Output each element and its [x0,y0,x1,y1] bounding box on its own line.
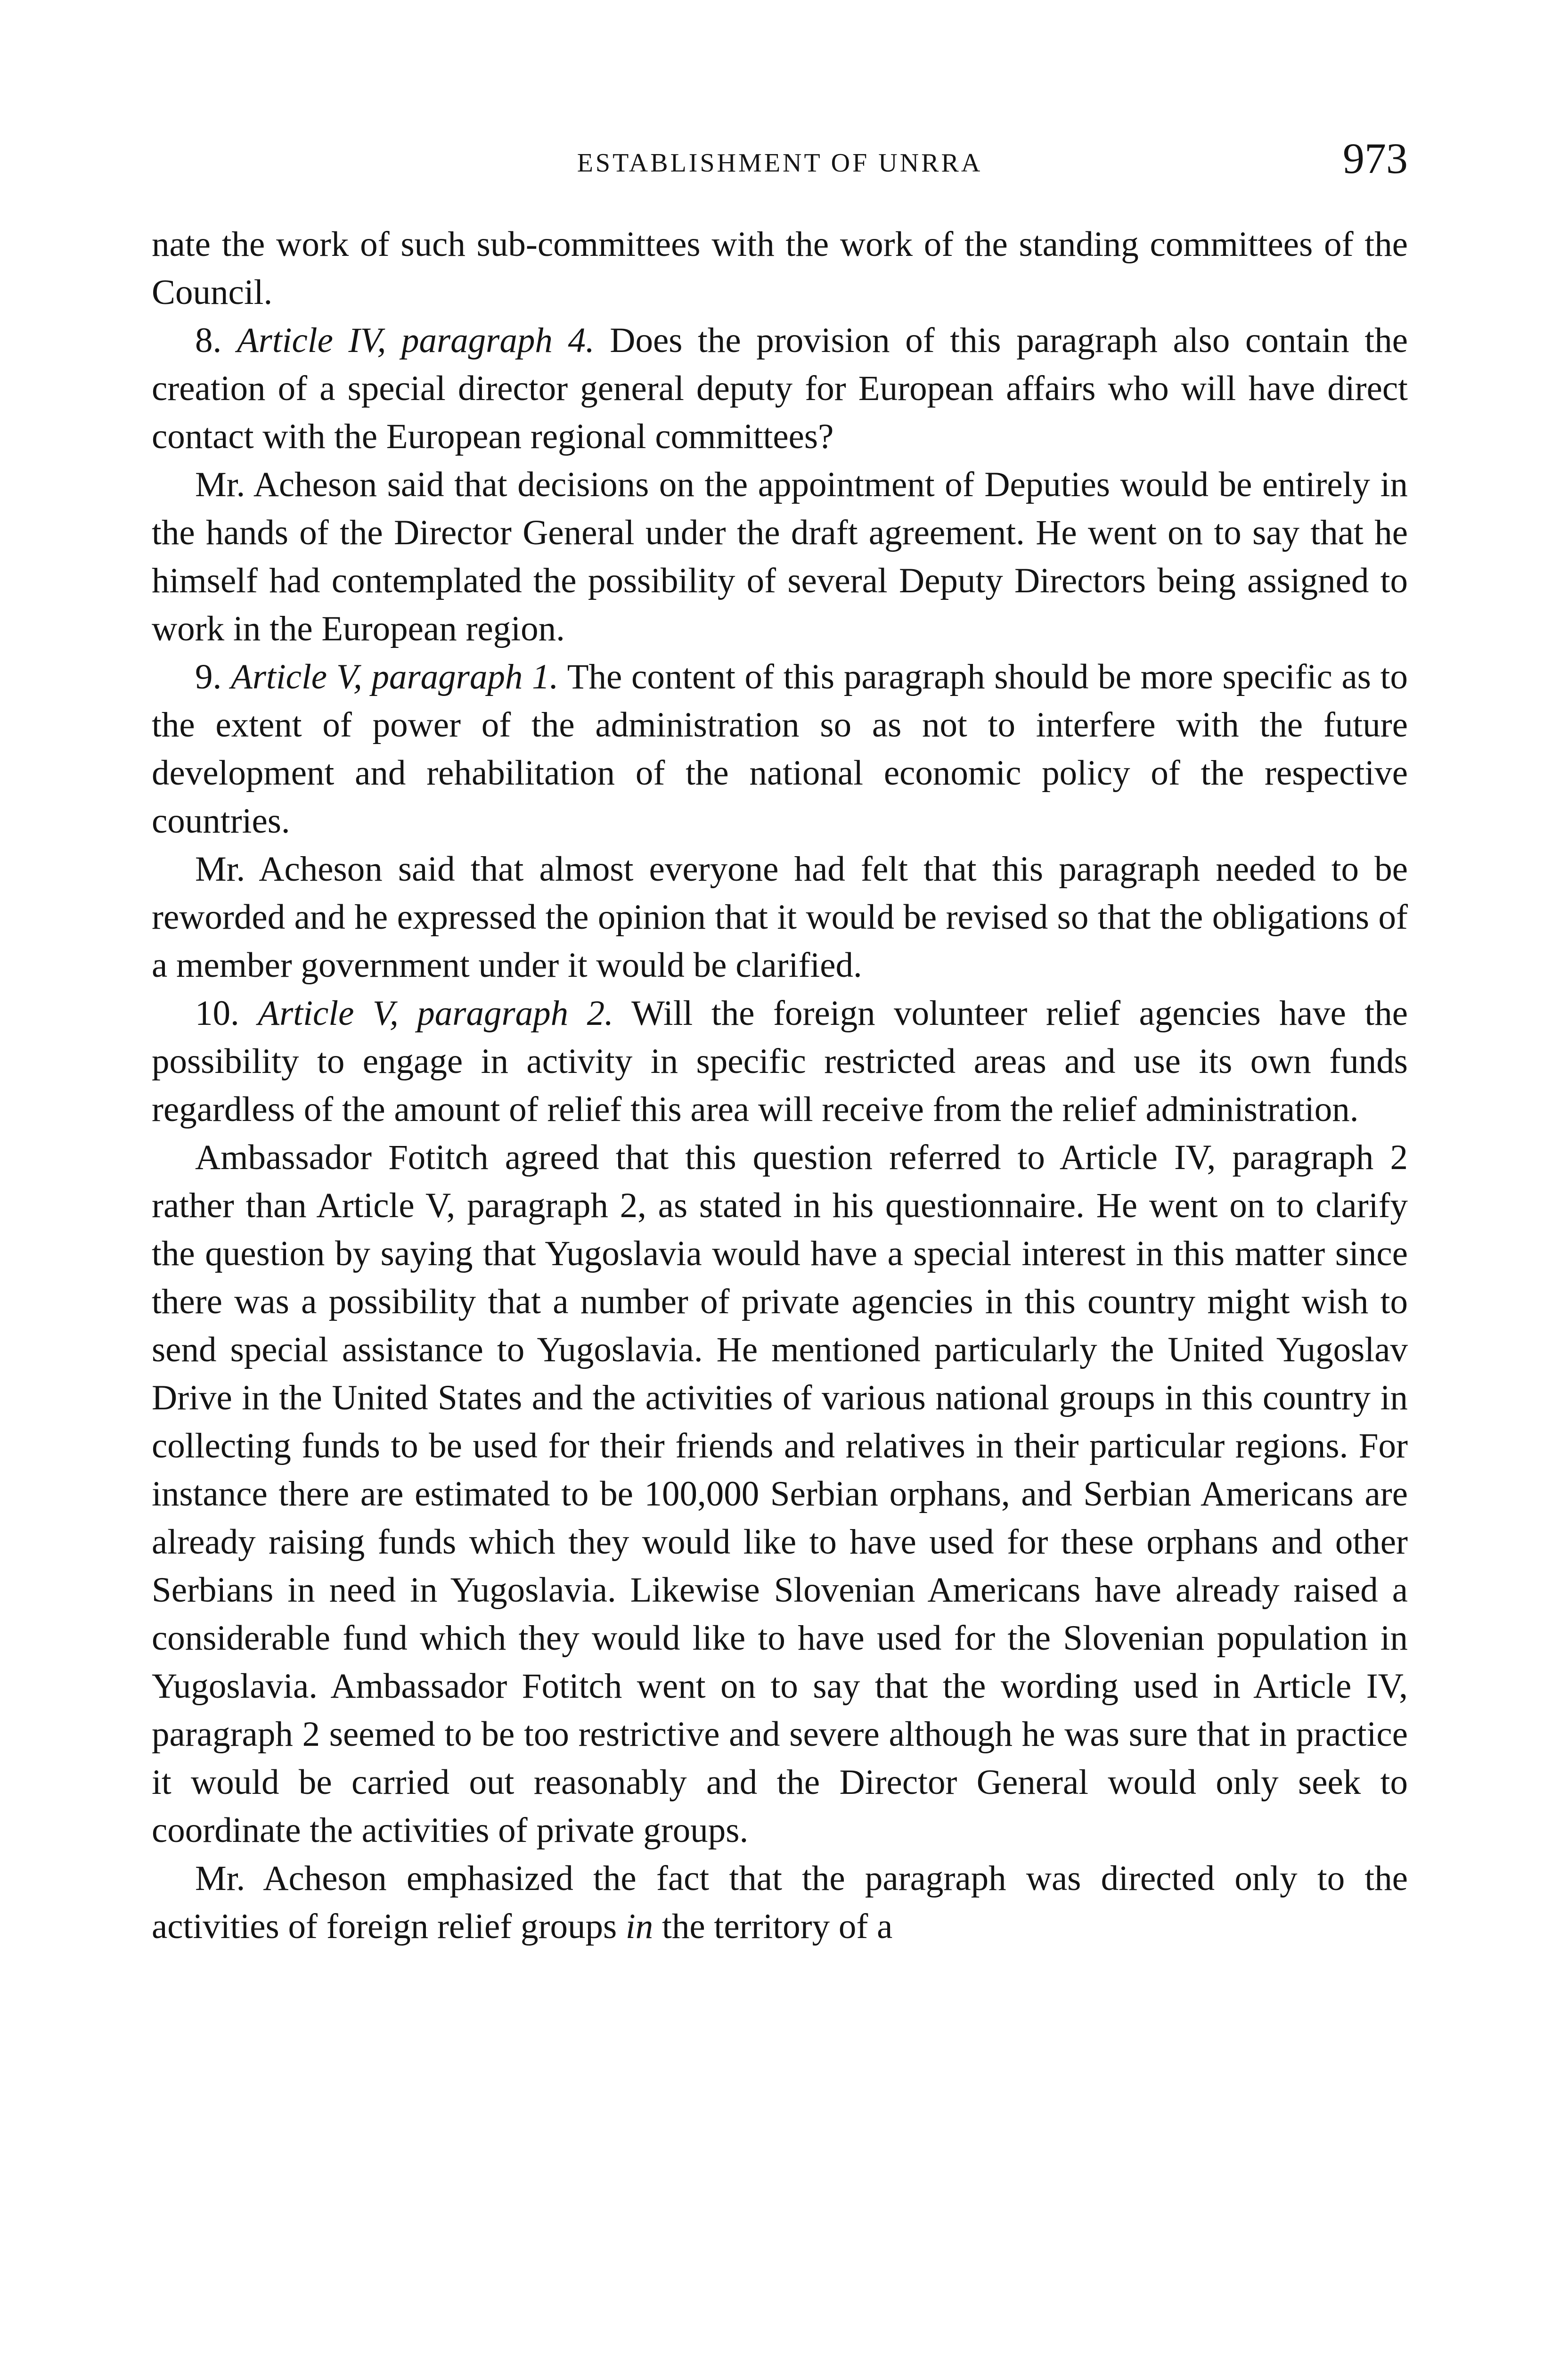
response-acheson-emphasis [152,1855,1408,1951]
paragraph-text: Mr. Acheson said that decisions on the appointment of Deputies would be entirely in the hands of the Director General under the draft agreement. He went on to say that he himself had contemplated the possibility of several Deputy Directors being assigned to work in the European region. [152,465,1408,648]
article-reference: Article V, paragraph 2. [258,994,613,1033]
question-9 [152,653,1408,845]
question-8 [152,317,1408,461]
question-number: 8. [195,321,237,360]
running-head [152,134,1408,188]
question-text: Does the provision of this paragraph also contain the creation of a special director general deputy for European affairs who will have direct contact with the European regional committees? [152,321,1408,456]
paragraph-continuation [152,221,1408,317]
response-acheson-deputies [152,461,1408,653]
article-reference: Article IV, paragraph 4. [237,321,595,360]
page-number: 973 [1343,134,1408,182]
question-text: The content of this paragraph should be more specific as to the extent of power of the administration so as not to interfere with the future development and rehabilitation of the national economic policy of the respective countries. [152,657,1408,841]
question-number: 10. [195,994,258,1033]
response-acheson-reworded [152,845,1408,990]
paragraph-text: nate the work of such sub-committees with the work of the standing committees of the Council. [152,225,1408,312]
question-10 [152,990,1408,1134]
response-fotitch [152,1134,1408,1855]
emphasized-word: in [625,1907,653,1946]
paragraph-text: Mr. Acheson emphasized the fact that the paragraph was directed only to the activities of foreign relief groups [152,1859,1408,1946]
paragraph-text: Ambassador Fotitch agreed that this question referred to Article IV, paragraph 2 rather than Article V, paragraph 2, as stated in his questionnaire. He went on to clarify the question by saying that Yugoslavia would have a special interest in this matter since there was a possibility that a number of private agencies in this country might wish to send special assistance to Yugoslavia. He mentioned particularly the United Yugoslav Drive in the United States and the activities of various national groups in this country in collecting funds to be used for their friends and relatives in their particular regions. For instance there are estimated to be 100,000 Serbian orphans, and Serbian Americans are already raising funds which they would like to have used for these orphans and other Serbians in need in Yugoslavia. Likewise Slovenian Americans have already raised a considerable fund which they would like to have used for the Slovenian population in Yugoslavia. Ambassador Fotitch went on to say that the wording used in Article IV, paragraph 2 seemed to be too restrictive and severe although he was sure that in practice it would be carried out reasonably and the Director General would only seek to coordinate the activities of private groups. [152,1138,1408,1850]
running-title: ESTABLISHMENT OF UNRRA [577,148,983,178]
article-reference: Article V, paragraph 1. [231,657,559,696]
question-text: Will the foreign volunteer relief agencies have the possibility to engage in activity in specific restricted areas and use its own funds regardless of the amount of relief this area will receive from the relief administration. [152,994,1408,1129]
paragraph-text-end: the territory of a [653,1907,893,1946]
question-number: 9. [195,657,231,696]
paragraph-text: Mr. Acheson said that almost everyone had felt that this paragraph needed to be reworded and he expressed the opinion that it would be revised so that the obligations of a member government under it would be clarified. [152,850,1408,985]
body-text [152,221,1408,1951]
